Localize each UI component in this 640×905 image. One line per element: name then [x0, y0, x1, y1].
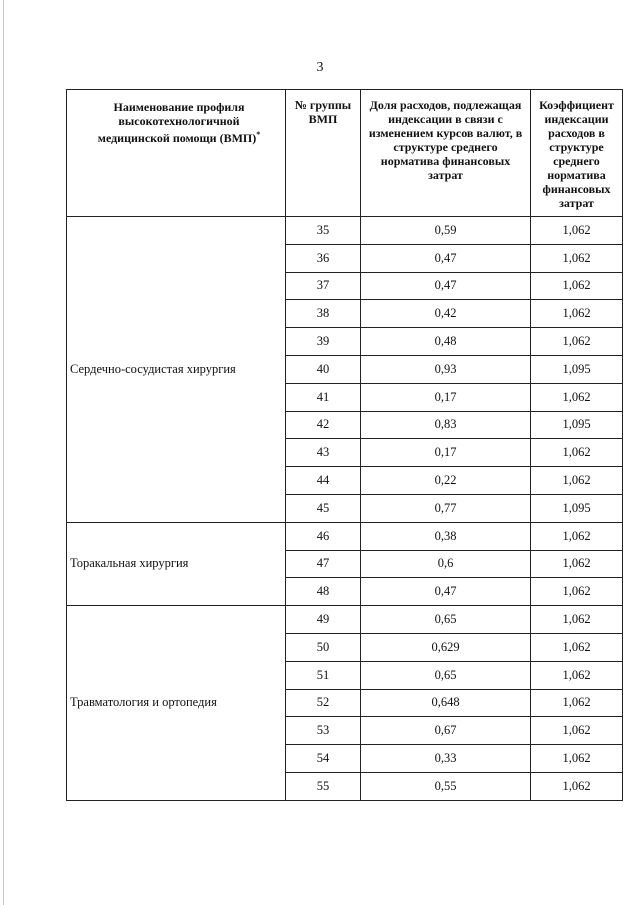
- coefficient-cell: 1,062: [531, 328, 623, 356]
- table-row: [67, 606, 623, 634]
- coefficient-cell: 1,062: [531, 772, 623, 800]
- header-profile-footnote-mark: *: [256, 130, 261, 139]
- group-cell: 48: [286, 578, 361, 606]
- coefficient-cell: 1,062: [531, 244, 623, 272]
- group-cell: 46: [286, 522, 361, 550]
- share-cell: 0,648: [361, 689, 531, 717]
- header-share: Доля расходов, подлежащая индексации в связи с изменением курсов валют, в структуре среднего норматива финансовых затрат: [361, 90, 531, 217]
- coefficient-cell: 1,062: [531, 717, 623, 745]
- coefficient-cell: 1,062: [531, 689, 623, 717]
- share-cell: 0,6: [361, 550, 531, 578]
- share-cell: 0,65: [361, 661, 531, 689]
- group-cell: 45: [286, 494, 361, 522]
- group-cell: 54: [286, 745, 361, 773]
- group-cell: 52: [286, 689, 361, 717]
- coefficient-cell: 1,095: [531, 494, 623, 522]
- coefficient-cell: 1,062: [531, 606, 623, 634]
- coefficient-cell: 1,062: [531, 300, 623, 328]
- group-cell: 51: [286, 661, 361, 689]
- coefficients-table: [66, 89, 623, 801]
- share-cell: 0,83: [361, 411, 531, 439]
- coefficient-cell: 1,062: [531, 661, 623, 689]
- coefficient-cell: 1,062: [531, 578, 623, 606]
- table-row: [67, 217, 623, 245]
- group-cell: 53: [286, 717, 361, 745]
- group-cell: 35: [286, 217, 361, 245]
- coefficient-cell: 1,062: [531, 467, 623, 495]
- share-cell: 0,55: [361, 772, 531, 800]
- coefficient-cell: 1,062: [531, 272, 623, 300]
- share-cell: 0,48: [361, 328, 531, 356]
- share-cell: 0,77: [361, 494, 531, 522]
- coefficient-cell: 1,062: [531, 633, 623, 661]
- group-cell: 47: [286, 550, 361, 578]
- coefficient-cell: 1,062: [531, 217, 623, 245]
- share-cell: 0,59: [361, 217, 531, 245]
- coefficient-cell: 1,062: [531, 745, 623, 773]
- share-cell: 0,38: [361, 522, 531, 550]
- header-group: № группы ВМП: [286, 90, 361, 217]
- share-cell: 0,17: [361, 439, 531, 467]
- share-cell: 0,629: [361, 633, 531, 661]
- profile-cell: Травматология и ортопедия: [67, 606, 286, 801]
- group-cell: 39: [286, 328, 361, 356]
- page-number: 3: [316, 60, 324, 75]
- profile-cell: Сердечно-сосудистая хирургия: [67, 217, 286, 523]
- group-cell: 40: [286, 355, 361, 383]
- share-cell: 0,67: [361, 717, 531, 745]
- coefficient-cell: 1,062: [531, 439, 623, 467]
- group-cell: 37: [286, 272, 361, 300]
- group-cell: 49: [286, 606, 361, 634]
- table-header-row: [67, 90, 623, 217]
- header-coefficient: Коэффициент индексации расходов в структуре среднего норматива финансовых затрат: [531, 90, 623, 217]
- header-profile: [67, 90, 286, 217]
- coefficient-cell: 1,095: [531, 411, 623, 439]
- share-cell: 0,42: [361, 300, 531, 328]
- share-cell: 0,47: [361, 244, 531, 272]
- coefficient-cell: 1,062: [531, 383, 623, 411]
- share-cell: 0,47: [361, 578, 531, 606]
- share-cell: 0,93: [361, 355, 531, 383]
- scan-edge-line: [3, 0, 4, 905]
- profile-cell: Торакальная хирургия: [67, 522, 286, 605]
- coefficient-cell: 1,062: [531, 522, 623, 550]
- share-cell: 0,33: [361, 745, 531, 773]
- table-row: [67, 522, 623, 550]
- group-cell: 42: [286, 411, 361, 439]
- group-cell: 43: [286, 439, 361, 467]
- group-cell: 38: [286, 300, 361, 328]
- group-cell: 36: [286, 244, 361, 272]
- group-cell: 41: [286, 383, 361, 411]
- coefficient-cell: 1,062: [531, 550, 623, 578]
- header-profile-label: Наименование профиля высокотехнологичной медицинской помощи (ВМП): [97, 100, 257, 145]
- share-cell: 0,65: [361, 606, 531, 634]
- share-cell: 0,47: [361, 272, 531, 300]
- share-cell: 0,22: [361, 467, 531, 495]
- group-cell: 44: [286, 467, 361, 495]
- group-cell: 50: [286, 633, 361, 661]
- group-cell: 55: [286, 772, 361, 800]
- table-body: [67, 217, 623, 801]
- share-cell: 0,17: [361, 383, 531, 411]
- coefficient-cell: 1,095: [531, 355, 623, 383]
